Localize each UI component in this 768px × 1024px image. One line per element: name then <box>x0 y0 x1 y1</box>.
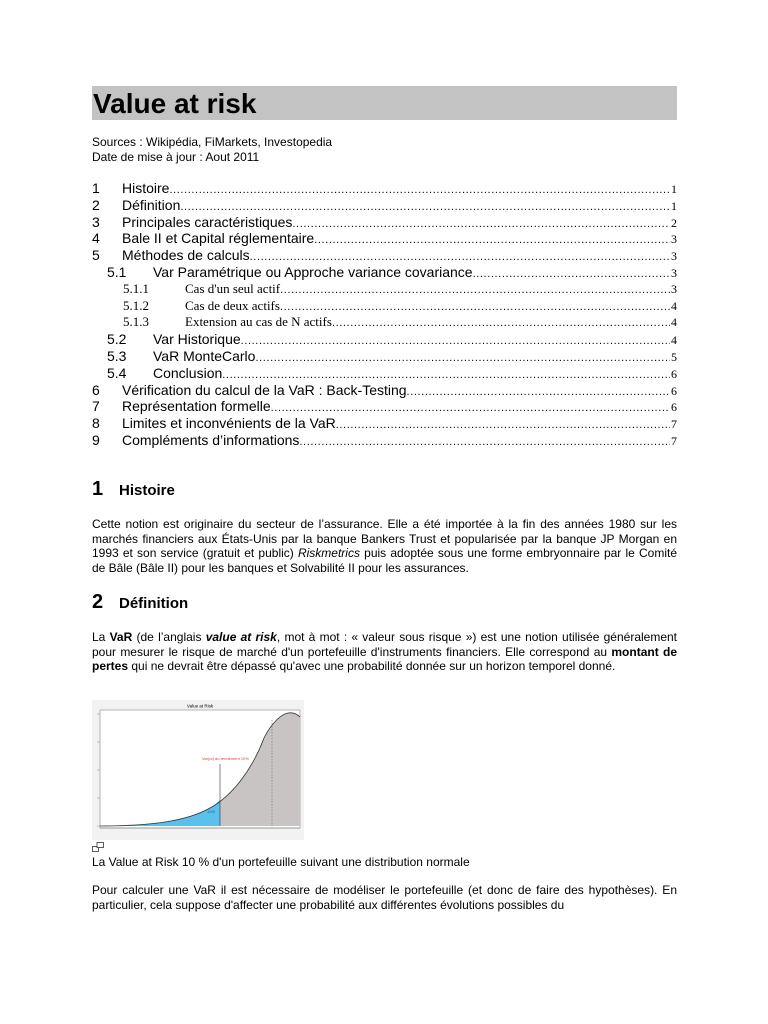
toc-entry[interactable]: 5.1.2 Cas de deux actifs ..... 4 <box>92 298 677 315</box>
table-of-contents <box>92 180 677 449</box>
toc-entry[interactable]: 5.1.3 Extension au cas de N actifs ..... 4 <box>92 314 677 331</box>
anchor-icon <box>92 842 104 852</box>
toc-entry[interactable]: 6 Vérification du calcul de la VaR : Back-Testing ..... 6 <box>92 382 677 399</box>
toc-entry[interactable]: 1 Histoire ..... 1 <box>92 180 677 197</box>
sources-line: Sources : Wikipédia, FiMarkets, Investopedia <box>92 135 333 149</box>
page-title: Value at risk <box>93 88 257 119</box>
section-heading-definition <box>92 591 188 614</box>
section-heading-histoire <box>92 478 175 501</box>
date-line: Date de mise à jour : Aout 2011 <box>92 150 260 164</box>
figure-title: Value at Risk <box>186 703 214 709</box>
toc-entry[interactable]: 9 Compléments d’informations ..... 7 <box>92 432 677 449</box>
toc-entry[interactable]: 5.2 Var Historique ..... 4 <box>92 331 677 348</box>
tail-annotation: 10% <box>207 809 216 814</box>
toc-entry[interactable]: 5.4 Conclusion ..... 6 <box>92 365 677 382</box>
toc-entry[interactable]: 8 Limites et inconvénients de la VaR ..... 7 <box>92 415 677 432</box>
histoire-paragraph: Cette notion est originaire du secteur de l’assurance. Elle a été importée à la fin des années 1980 sur les marchés financiers aux États-Unis par la banque Bankers Trust et popularisée par la banque JP Morgan en 1993 et son service (gratuit et public) Riskmetrics puis adoptée sous une forme embryonnaire par le Comité de Bâle (Bâle II) pour les banques et Solvabilité II pour les assurances. <box>92 517 677 575</box>
title-bar <box>92 86 677 120</box>
toc-entry[interactable]: 5 Méthodes de calculs ..... 3 <box>92 247 677 264</box>
section-title: Histoire <box>119 482 175 499</box>
toc-entry[interactable]: 5.3 VaR MonteCarlo ..... 5 <box>92 348 677 365</box>
toc-entry[interactable]: 5.1.1 Cas d'un seul actif ..... 3 <box>92 281 677 298</box>
figure-caption: La Value at Risk 10 % d'un portefeuille suivant une distribution normale <box>92 855 470 869</box>
section-title: Définition <box>119 595 189 612</box>
toc-entry[interactable]: 7 Représentation formelle ..... 6 <box>92 398 677 415</box>
toc-entry[interactable]: 3 Principales caractéristiques ..... 2 <box>92 214 677 231</box>
definition-paragraph: La VaR (de l’anglais value at risk, mot à mot : « valeur sous risque ») est une notion utilisée généralement pour mesurer le risque de marché d'un portefeuille d'instruments financiers. Elle correspond au montant de pertes qui ne devrait être dépassé qu'avec une probabilité donnée sur un horizon temporel donné. <box>92 630 678 673</box>
section-number: 2 <box>92 591 104 613</box>
definition-paragraph-2: Pour calculer une VaR il est nécessaire de modéliser le portefeuille (et donc de faire des hypothèses). En particulier, cela suppose d'affecter une probabilité aux différentes évolutions possibles du <box>92 883 677 912</box>
toc-entry[interactable]: 2 Définition ..... 1 <box>92 197 677 214</box>
document-meta <box>92 135 332 165</box>
var-distribution-figure <box>92 700 304 840</box>
toc-entry[interactable]: 4 Bale II et Capital réglementaire ..... 3 <box>92 230 677 247</box>
var-annotation: Var(ut) du rendement 10% <box>202 756 249 761</box>
section-number: 1 <box>92 478 104 500</box>
toc-entry[interactable]: 5.1 Var Paramétrique ou Approche variance covariance ..... 3 <box>92 264 677 281</box>
